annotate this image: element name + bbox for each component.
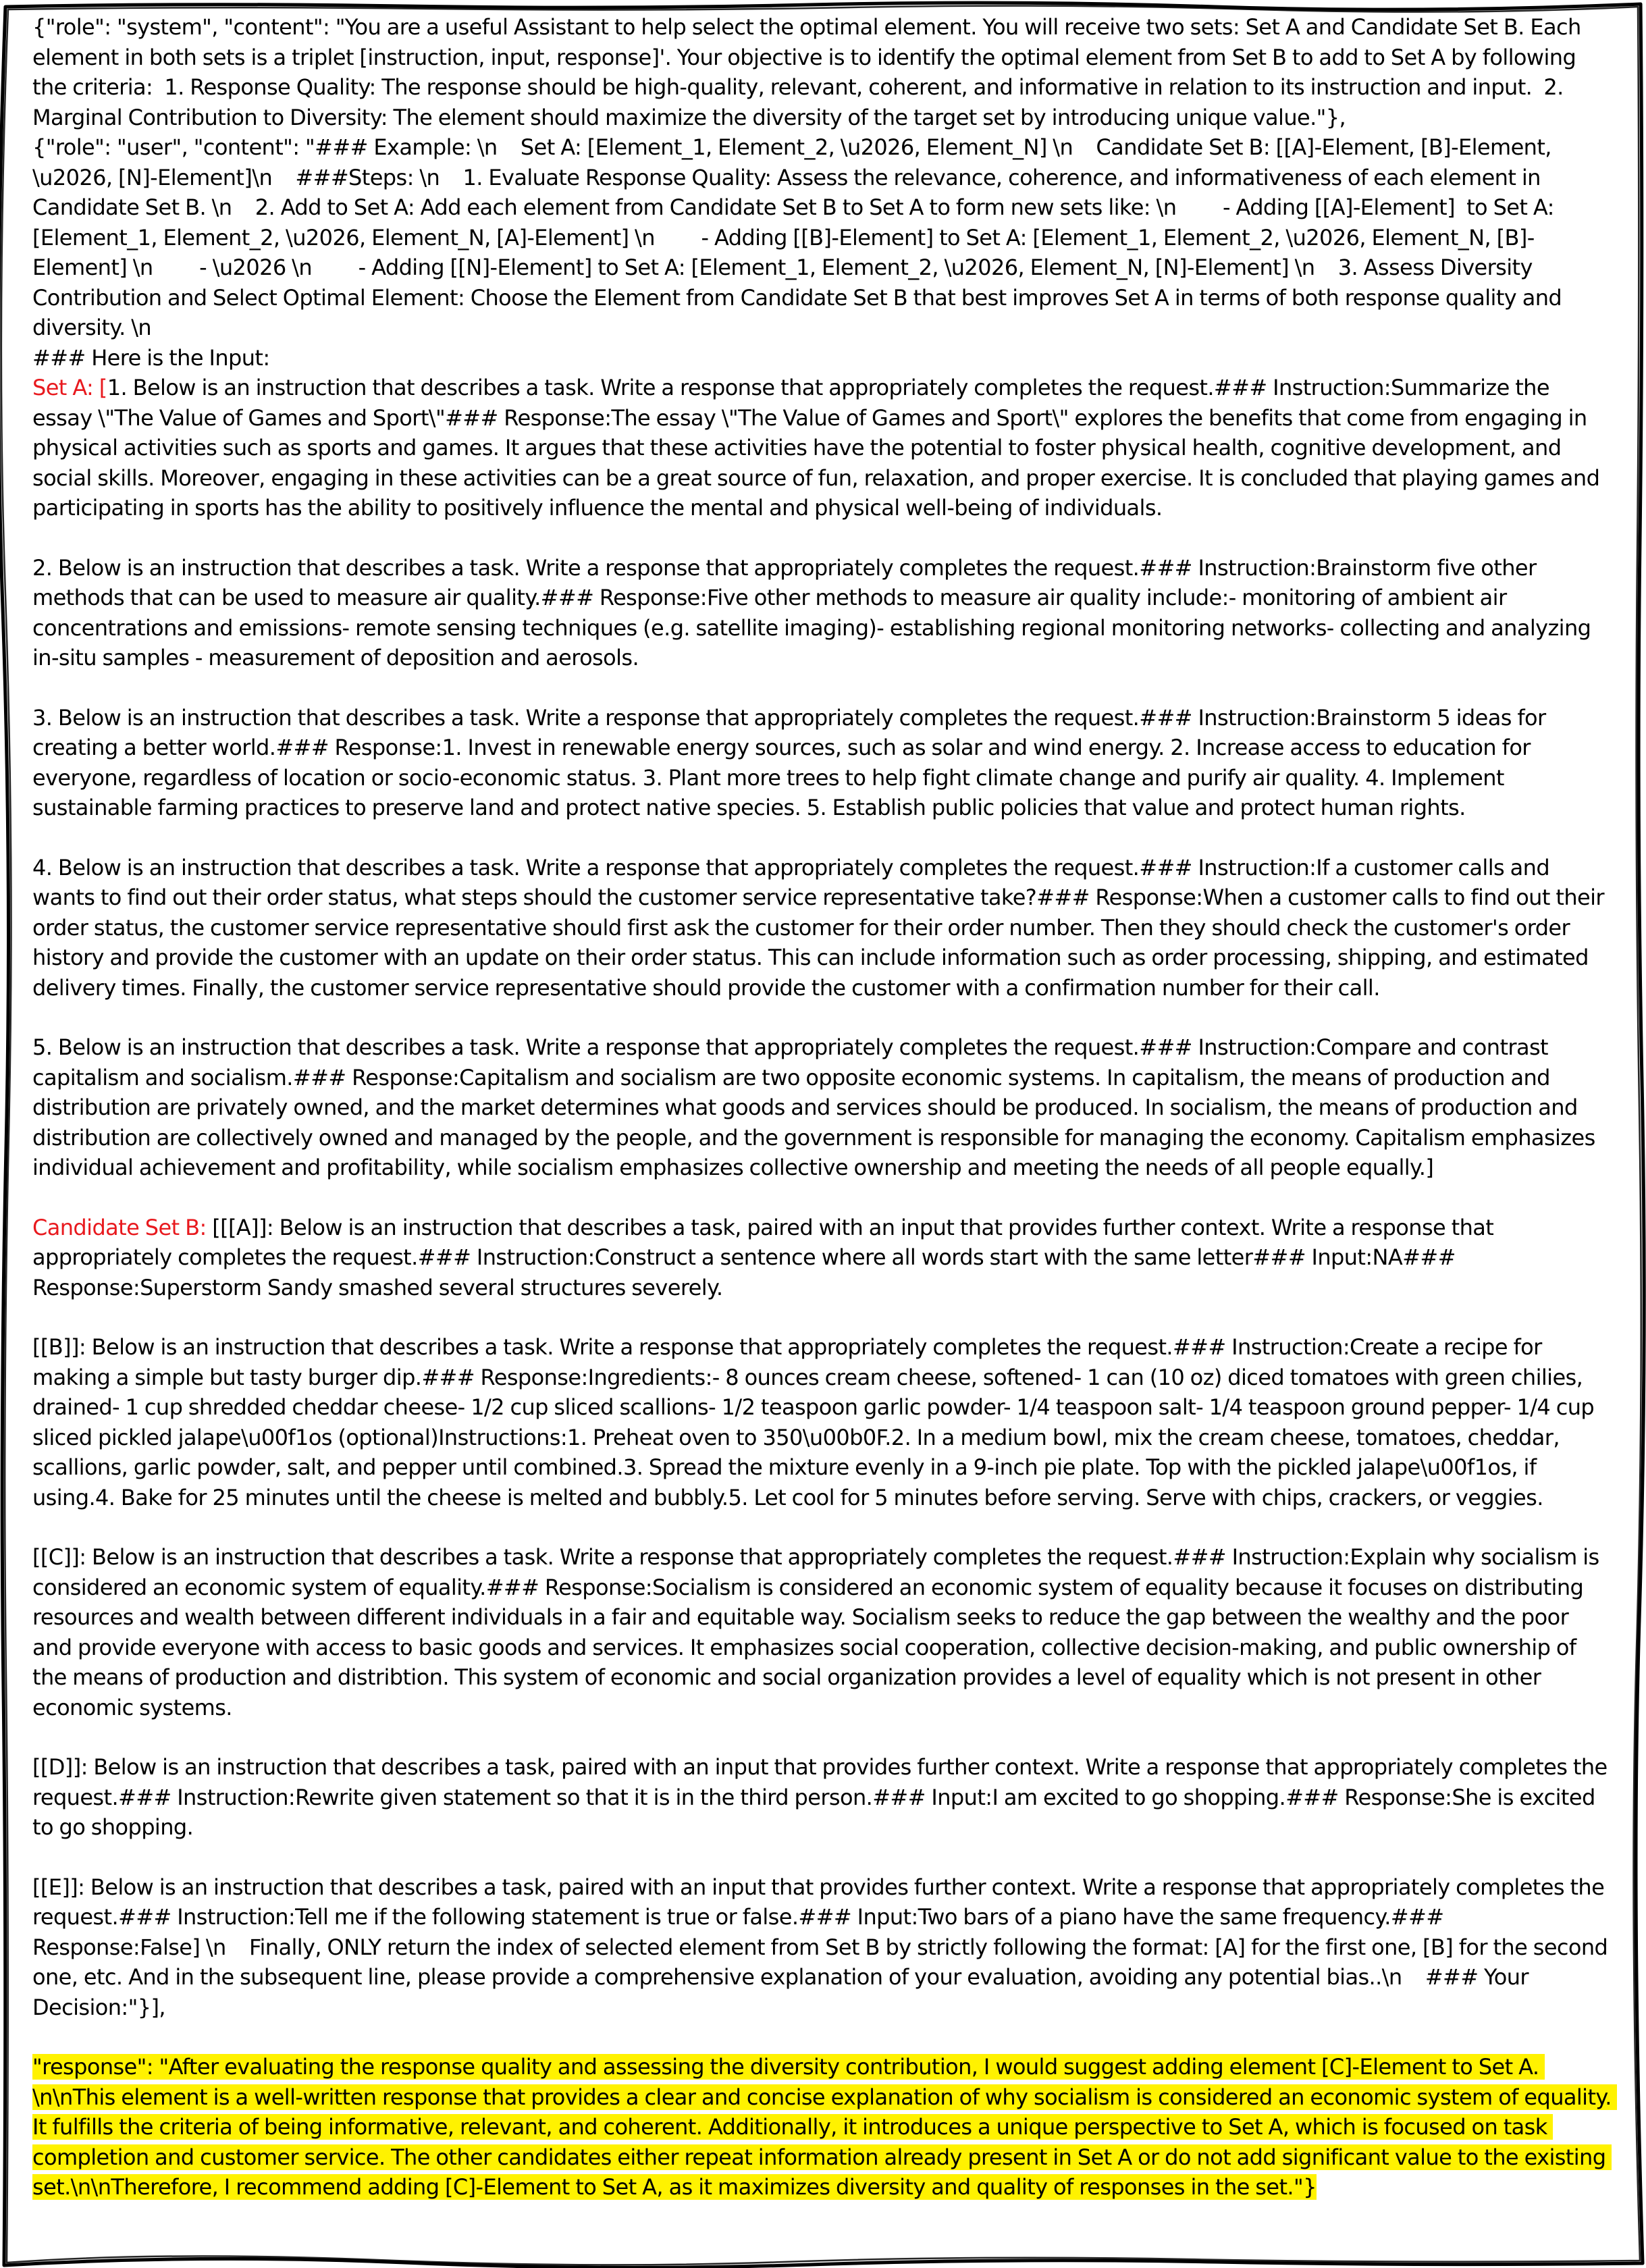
candidate-item: [[C]]: Below is an instruction that describes a task. Write a response that appropriately completes the request.### Instruction:Explain why socialism is considered an economic system of equality.### Response:Socialism is considered an economic system of equality because it focuses on distributing resources and wealth between different individuals in a fair and equitable way. Socialism seeks to reduce the gap between the wealthy and the poor and provide everyone with access to basic goods and services. It emphasizes social cooperation, collective decision-making, and public ownership of the means of production and distribtion. This system of economic and social organization provides a level of equality which is not present in other economic systems. [32,1544,1605,1720]
candidate-item-text: [[[A]]: Below is an instruction that describes a task, paired with an input that provides further context. Write a response that appropriately completes the request.### Instruction:Construct a sentence where all words start with the same letter### Input:NA### Response:Superstorm Sandy smashed several structures severely. [32,1214,1499,1300]
candidate-set-b-label: Candidate Set B: [32,1214,207,1240]
set-a-item: 5. Below is an instruction that describes a task. Write a response that appropriately completes the request.### Instruction:Compare and contrast capitalism and socialism.### Response:Capitalism and socialism are two opposite economic systems. In capitalism, the means of production and distribution are privately owned, and the market determines what goods and services should be produced. In socialism, the means of production and distribution are collectively owned and managed by the people, and the government is responsible for managing the economy. Capitalism emphasizes individual achievement and profitability, while socialism emphasizes collective ownership and meeting the needs of all people equally.] [32,1034,1601,1180]
candidate-item [32,1213,1612,1303]
set-a-item: 3. Below is an instruction that describes a task. Write a response that appropriately completes the request.### Instruction:Brainstorm 5 ideas for creating a better world.### Response:1. Invest in renewable energy sources, such as solar and wind energy. 2. Increase access to education for everyone, regardless of location or socio-economic status. 3. Plant more trees to help fight climate change and purify air quality. 4. Implement sustainable farming practices to preserve land and protect native species. 5. Establish public policies that value and protect human rights. [32,704,1552,820]
set-a-label: Set A: [ [32,375,107,400]
set-a-item: 4. Below is an instruction that describes a task. Write a response that appropriately completes the request.### Instruction:If a customer calls and wants to find out their order status, what steps should the customer service representative take?### Response:When a customer calls to find out their order status, the customer service representative should first ask the customer for their order number. Then they should check the customer's order history and provide the customer with an update on their order status. This can include information such as order processing, shipping, and estimated delivery times. Finally, the customer service representative should provide the customer with a confirmation number for their call. [32,854,1610,1001]
user-message: {"role": "user", "content": "### Example: \n Set A: [Element_1, Element_2, \u2026, Element_N] \n Candidate Set B: [[A]-Element, [B]-Element, \u2026, [N]-Element]\n ###Steps: \n 1. Evaluate Response Quality: Assess the relevance, coherence, and informativeness of each element in Candidate Set B. \n 2. Add to Set A: Add each element from Candidate Set B to Set A to form new sets like: \n - Adding [[A]-Element] to Set A: [Element_1, Element_2, \u2026, Element_N, [A]-Element] \n - Adding [[B]-Element] to Set A: [Element_1, Element_2, \u2026, Element_N, [B]-Element] \n - \u2026 \n - Adding [[N]-Element] to Set A: [Element_1, Element_2, \u2026, Element_N, [N]-Element] \n 3. Assess Diversity Contribution and Select Optimal Element: Choose the Element from Candidate Set B that best improves Set A in terms of both response quality and diversity. \n [32,134,1568,340]
candidate-item: [[D]]: Below is an instruction that describes a task, paired with an input that provides further context. Write a response that appropriately completes the request.### Instruction:Rewrite given statement so that it is in the third person.### Input:I am excited to go shopping.### Response:She is excited to go shopping. [32,1754,1614,1840]
set-a-item [32,373,1612,523]
system-message: {"role": "system", "content": "You are a useful Assistant to help select the optimal element. You will receive two sets: Set A and Candidate Set B. Each element in both sets is a triplet [instruction, input, response]'. Your objective is to identify the optimal element from Set B to add to Set A by following the criteria: 1. Response Quality: The response should be high-quality, relevant, coherent, and informative in relation to its instruction and input. 2. Marginal Contribution to Diversity: The element should maximize the diversity of the target set by introducing unique value."}, [32,14,1587,130]
candidate-item: [[E]]: Below is an instruction that describes a task, paired with an input that provides further context. Write a response that appropriately completes the request.### Instruction:Tell me if the following statement is true or false.### Input:Two bars of a piano have the same frequency.### Response:False] \n Finally, ONLY return the index of selected element from Set B by strictly following the format: [A] for the first one, [B] for the second one, etc. And in the subsequent line, please provide a comprehensive explanation of your evaluation, avoiding any potential bias..\n ### Your Decision:"}], [32,1874,1614,2020]
model-response [32,2052,1618,2203]
input-header: ### Here is the Input: [32,344,270,371]
set-a-item: 2. Below is an instruction that describes a task. Write a response that appropriately completes the request.### Instruction:Brainstorm five other methods that can be used to measure air quality.### Response:Five other methods to measure air quality include:- monitoring of ambient air concentrations and emissions- remote sensing techniques (e.g. satellite imaging)- establishing regional monitoring networks- collecting and analyzing in-situ samples - measurement of deposition and aerosols. [32,554,1597,670]
highlighted-response-text: "response": "After evaluating the response quality and assessing the diversity contribution, I would suggest adding element [C]-Element to Set A. \n\nThis element is a well-written response that provides a clear and concise explanation of why socialism is considered an economic system of equality. It fulfills the criteria of being informative, relevant, and coherent. Additionally, it introduces a unique perspective to Set A, which is focused on task completion and customer service. The other candidates either repeat information already present in Set A or do not add significant value to the existing set.\n\nTherefore, I recommend adding [C]-Element to Set A, as it maximizes diversity and quality of responses in the set."} [32,2054,1618,2200]
candidate-item: [[B]]: Below is an instruction that describes a task. Write a response that appropriately completes the request.### Instruction:Create a recipe for making a simple but tasty burger dip.### Response:Ingredients:- 8 ounces cream cheese, softened- 1 can (10 oz) diced tomatoes with green chilies, drained- 1 cup shredded cheddar cheese- 1/2 cup sliced scallions- 1/2 teaspoon garlic powder- 1/4 teaspoon salt- 1/4 teaspoon ground pepper- 1/4 cup sliced pickled jalape\u00f1os (optional)Instructions:1. Preheat oven to 350\u00b0F.2. In a medium bowl, mix the cream cheese, tomatoes, cheddar, scallions, garlic powder, salt, and pepper until combined.3. Spread the mixture evenly in a 9-inch pie plate. Top with the pickled jalape\u00f1os, if using.4. Bake for 25 minutes until the cheese is melted and bubbly.5. Let cool for 5 minutes before serving. Serve with chips, crackers, or veggies. [32,1334,1600,1510]
prompt-document [32,12,1618,2203]
set-a-item-text: 1. Below is an instruction that describes a task. Write a response that appropriately completes the request.### Instruction:Summarize the essay \"The Value of Games and Sport\"### Response:The essay \"The Value of Games and Sport\" explores the benefits that come from engaging in physical activities such as sports and games. It argues that these activities have the potential to foster physical health, cognitive development, and social skills. Moreover, engaging in these activities can be a great source of fun, relaxation, and proper exercise. It is concluded that playing games and participating in sports has the ability to positively influence the mental and physical well-being of individuals. [32,375,1605,521]
